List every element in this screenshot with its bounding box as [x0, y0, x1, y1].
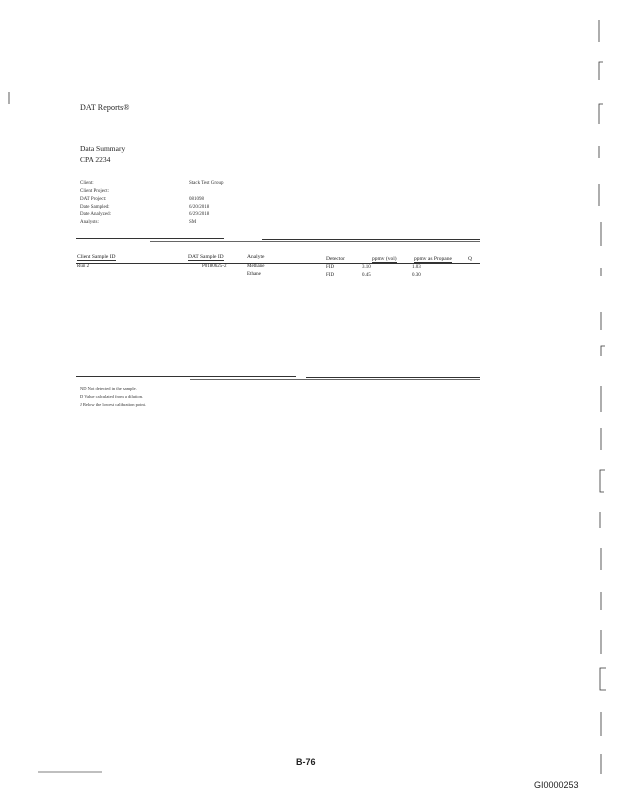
col-header-ppmv: ppmv (vol): [372, 256, 397, 262]
summary-title: Data Summary: [80, 144, 126, 153]
info-label-date-sampled: Date Sampled:: [80, 205, 110, 210]
col-header-q: Q: [468, 256, 472, 262]
table-top-rule-right: [262, 239, 480, 240]
info-label-dat-project: DAT Project:: [80, 197, 107, 202]
cell-client-sample: Run 2: [77, 264, 90, 269]
footnote-j: J Below the lowest calibration point.: [80, 402, 146, 407]
info-value-dat-project: 081098: [189, 197, 204, 202]
table-bottom-rule-right: [306, 377, 480, 378]
bates-number: GI0000253: [534, 780, 579, 790]
table-bottom-rule-left: [76, 376, 296, 377]
table-top-rule-lower: [150, 241, 480, 242]
report-header: DAT Reports®: [80, 103, 130, 112]
table-top-rule-left: [76, 238, 224, 239]
cell-analyte: Methane: [247, 264, 265, 269]
footnote-d: D Value calculated from a dilution.: [80, 394, 144, 399]
col-header-ppmv-propane: ppmv as Propane: [414, 256, 452, 262]
cell-detector: FID: [326, 265, 335, 270]
col-header-detector: Detector: [326, 256, 345, 262]
cell-analyte: Ethane: [247, 272, 261, 277]
cell-ppmv: 3.10: [362, 265, 371, 270]
info-value-client: Stack Test Group: [189, 181, 224, 186]
info-value-analysts: SM: [189, 220, 197, 225]
col-header-client-sample: Client Sample ID: [77, 254, 116, 260]
info-value-date-sampled: 6/20/2018: [189, 205, 210, 210]
info-label-date-analyzed: Date Analyzed:: [80, 212, 111, 217]
cell-ppmv-propane: 0.30: [412, 273, 421, 278]
info-label-analysts: Analysts:: [80, 220, 99, 225]
info-label-client: Client:: [80, 181, 94, 186]
info-value-date-analyzed: 6/29/2018: [189, 212, 210, 217]
summary-subtitle: CPA 2234: [80, 155, 111, 164]
cell-ppmv-propane: 1.03: [412, 265, 421, 270]
col-header-dat-sample: DAT Sample ID: [188, 254, 224, 260]
table-bottom-rule-lower: [190, 379, 480, 380]
cell-detector: FID: [326, 273, 335, 278]
page-number: B-76: [296, 757, 316, 767]
footnote-nd: ND Not detected in the sample.: [80, 386, 137, 391]
info-label-client-project: Client Project:: [80, 189, 110, 194]
cell-dat-sample: P0180625-2: [202, 264, 227, 269]
header-rule: [76, 263, 480, 264]
cell-ppmv: 0.45: [362, 273, 371, 278]
col-header-analyte: Analyte: [247, 254, 265, 260]
